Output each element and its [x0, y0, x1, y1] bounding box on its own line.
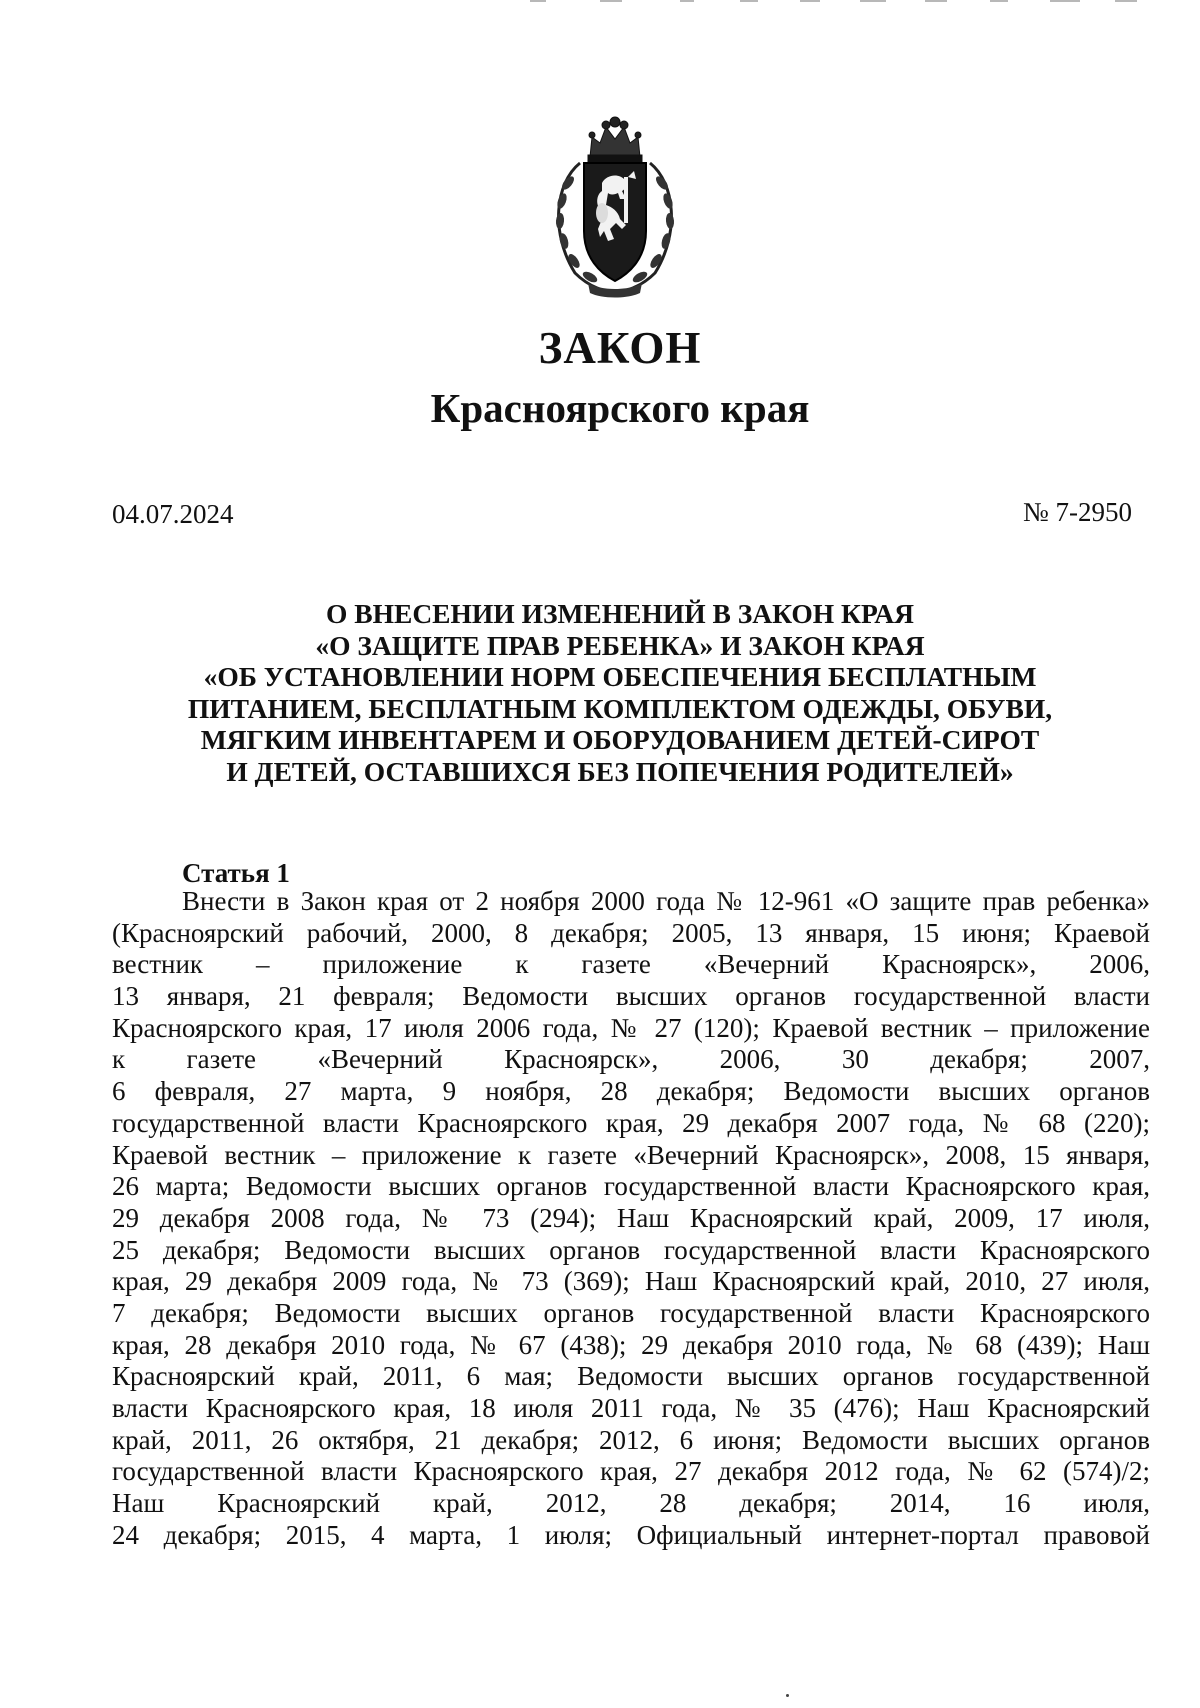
document-title: ЗАКОН — [538, 323, 702, 373]
article-line: государственной власти Красноярского края, 29 декабря 2007 года, № 68 (220); — [112, 1107, 1150, 1138]
scan-artifacts — [530, 0, 1150, 4]
law-heading-line: «ОБ УСТАНОВЛЕНИИ НОРМ ОБЕСПЕЧЕНИЯ БЕСПЛАТНЫМ — [203, 661, 1037, 693]
article-line: края, 29 декабря 2009 года, № 73 (369); Наш Красноярский край, 2010, 27 июля, — [112, 1266, 1150, 1297]
article-line: Наш Красноярский край, 2012, 28 декабря; 2014, 16 июля, — [112, 1488, 1150, 1519]
article-line: 26 марта; Ведомости высших органов государственной власти Красноярского края, — [112, 1171, 1150, 1202]
article-line: Красноярского края, 17 июля 2006 года, № 27 (120); Краевой вестник – приложение — [112, 1012, 1150, 1043]
article-line: государственной власти Красноярского края, 27 декабря 2012 года, № 62 (574)/2; — [112, 1456, 1150, 1487]
law-heading-line: О ВНЕСЕНИИ ИЗМЕНЕНИЙ В ЗАКОН КРАЯ — [325, 598, 914, 629]
article-line: власти Красноярского края, 18 июля 2011 года, № 35 (476); Наш Красноярский — [112, 1393, 1150, 1423]
law-heading-line: И ДЕТЕЙ, ОСТАВШИХСЯ БЕЗ ПОПЕЧЕНИЯ РОДИТЕЛЕЙ» — [226, 755, 1014, 787]
law-heading-line: МЯГКИМ ИНВЕНТАРЕМ И ОБОРУДОВАНИЕМ ДЕТЕЙ-СИРОТ — [200, 724, 1040, 756]
article-line: края, 28 декабря 2010 года, № 67 (438); 29 декабря 2010 года, № 68 (439); Наш — [112, 1329, 1150, 1360]
document-number: № 7-2950 — [1022, 497, 1132, 527]
article-line: (Красноярский рабочий, 2000, 8 декабря; 2005, 13 января, 15 июня; Краевой — [112, 917, 1150, 948]
article-line: Краевой вестник – приложение к газете «Вечерний Красноярск», 2008, 15 января, — [112, 1139, 1150, 1170]
article-line: 7 декабря; Ведомости высших органов государственной власти Красноярского — [112, 1297, 1150, 1328]
article-body — [112, 886, 1150, 1551]
article-line: 29 декабря 2008 года, № 73 (294); Наш Красноярский край, 2009, 17 июля, — [112, 1202, 1150, 1233]
law-heading-line: ПИТАНИЕМ, БЕСПЛАТНЫМ КОМПЛЕКТОМ ОДЕЖДЫ, ОБУВИ, — [187, 692, 1053, 724]
article-line: 25 декабря; Ведомости высших органов государственной власти Красноярского — [112, 1234, 1150, 1265]
law-heading — [150, 598, 1090, 788]
law-heading-line: «О ЗАЩИТЕ ПРАВ РЕБЕНКА» И ЗАКОН КРАЯ — [315, 629, 925, 661]
article-line: к газете «Вечерний Красноярск», 2006, 30 декабря; 2007, — [112, 1044, 1150, 1075]
article-line: 6 февраля, 27 марта, 9 ноября, 28 декабря; Ведомости высших органов — [112, 1076, 1150, 1107]
article-line: вестник – приложение к газете «Вечерний Красноярск», 2006, — [112, 949, 1150, 980]
article-line: Внести в Закон края от 2 ноября 2000 года № 12-961 «О защите прав ребенка» — [182, 886, 1150, 916]
document-date: 04.07.2024 — [112, 499, 234, 529]
article-line: 13 января, 21 февраля; Ведомости высших органов государственной власти — [112, 981, 1150, 1012]
article-line: Красноярский край, 2011, 6 мая; Ведомости высших органов государственной — [112, 1361, 1150, 1392]
document-subtitle: Красноярского края — [430, 385, 810, 431]
article-line: 24 декабря; 2015, 4 марта, 1 июля; Официальный интернет-портал правовой — [112, 1519, 1150, 1550]
article-title: Статья 1 — [182, 858, 290, 888]
article-line: край, 2011, 26 октября, 21 декабря; 2012, 6 июня; Ведомости высших органов — [112, 1424, 1150, 1455]
scan-speck — [786, 1694, 789, 1697]
coat-of-arms-emblem — [540, 113, 690, 299]
